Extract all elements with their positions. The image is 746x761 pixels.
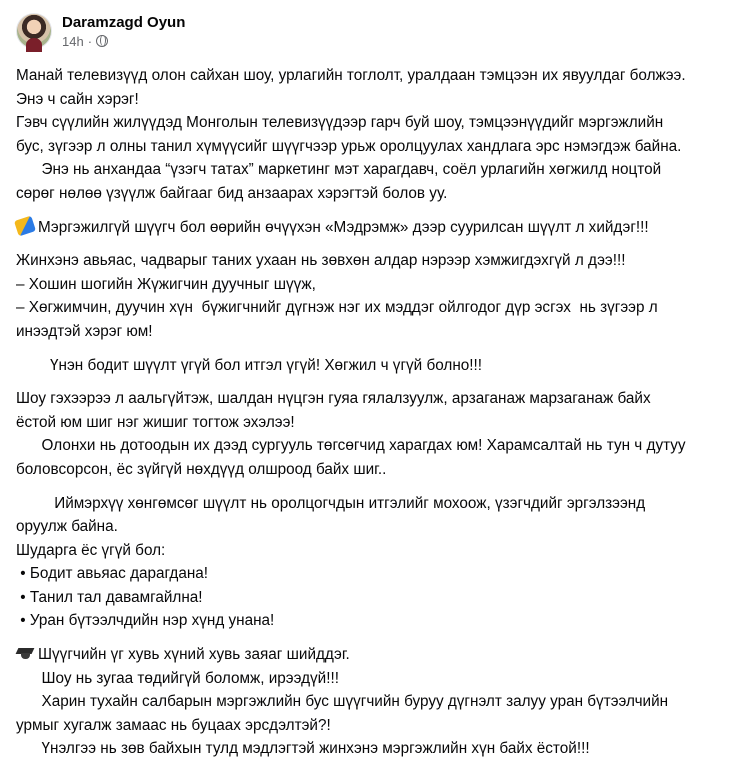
graduation-cap-icon (16, 645, 34, 661)
text-line: Гэвч сүүлийн жилүүдэд Монголын телевизүүдээр гарч буй шоу, тэмцээнүүдийг мэргэжлийн (16, 114, 664, 132)
text-line: урмыг хугалж замаас нь буцаах эрсдэлтэй?! (16, 716, 331, 734)
text-line: Энэ ч сайн хэрэг! (16, 90, 139, 108)
author-name[interactable]: Daramzagd Oyun (62, 13, 186, 31)
text-line: Энэ нь анхандаа “үзэгч татах” маркетинг мэт харагдавч, соёл урлагийн хөгжилд ноцтой (16, 161, 662, 179)
text-line: Шүүгчийн үг хувь хүний хувь заяаг шийддэг. (38, 646, 350, 664)
text-line: Мэргэжилгүй шүүгч бол өөрийн өчүүхэн «Мэдрэмж» дээр суурилсан шүүлт л хийдэг!!! (38, 218, 649, 236)
text-line: Шударга ёс үгүй бол: (16, 541, 166, 559)
meta-separator: · (87, 33, 93, 49)
text-line: боловсорсон, ёс зүйгүй нөхдүүд олшроод байх шиг.. (16, 460, 387, 478)
text-line: Үнэлгээ нь зөв байхын тулд мэдлэгтэй жинхэнэ мэргэжлийн хүн байх ёстой!!! (16, 740, 590, 758)
text-line: Иймэрхүү хөнгөмсөг шүүлт нь оролцогчдын итгэлийг мохоож, үзэгчдийг эргэлзээнд (16, 494, 646, 512)
globe-icon[interactable] (96, 35, 108, 47)
text-line: Олонхи нь дотоодын их дээд сургууль төгсөгчид харагдах юм! Харамсалтай нь тун ч дутуу (16, 437, 686, 455)
text-line: ёстой юм шиг нэг жишиг тогтож эхэлээ! (16, 413, 295, 431)
bullet-item: • Бодит авьяас дарагдана! (16, 565, 209, 583)
text-line-with-emoji (16, 216, 728, 240)
post-subline (62, 33, 185, 50)
balance-scale-icon (14, 215, 36, 236)
text-line: Манай телевизүүд олон сайхан шоу, урлагийн тоглолт, уралдаан тэмцээн их явуулдаг болжээ. (16, 67, 686, 84)
post-meta (62, 13, 185, 50)
post-text (16, 64, 728, 761)
text-line: Жинхэнэ авьяас, чадварыг таних ухаан нь зөвхөн алдар нэрээр хэмжигдэхгүй л дээ!!! (16, 252, 626, 270)
text-line: инээдтэй хэрэг юм! (16, 322, 153, 340)
text-line: Үнэн бодит шүүлт үгүй бол итгэл үгүй! Хөгжил ч үгүй болно!!! (16, 356, 483, 374)
post-timestamp[interactable]: 14h (62, 33, 84, 49)
text-line: сөрөг нөлөө үзүүлж байгааг бид анзаарах хэрэгтэй болов уу. (16, 184, 448, 202)
author-avatar[interactable] (16, 13, 52, 49)
text-line-with-emoji (16, 643, 728, 667)
text-line: Шоу гэхээрээ л аальгүйтэж, шалдан нүцгэн гуяа гялалзуулж, арзаганаж марзаганаж байх (16, 390, 651, 408)
text-line: бус, зүгээр л олны танил хүмүүсийг шүүгчээр урьж оролцуулах хандлага эрс нэмэгдэж байна. (16, 137, 682, 155)
bullet-item: • Уран бүтээлчдийн нэр хүнд унана! (16, 612, 275, 630)
text-line: оруулж байна. (16, 518, 118, 536)
bullet-item: • Танил тал давамгайлна! (16, 588, 203, 606)
text-line: Шоу нь зугаа төдийгүй боломж, ирээдүй!!! (16, 669, 339, 687)
text-line: – Хошин шогийн Жүжигчин дуучныг шүүж, (16, 275, 316, 293)
text-line: Харин тухайн салбарын мэргэжлийн бус шүүгчийн буруу дүгнэлт залуу уран бүтээлчийн (16, 693, 669, 711)
text-line: – Хөгжимчин, дуучин хүн бүжигчнийг дүгнэж нэг их мэддэг ойлгодог дүр эсгэх нь зүгээр л (16, 299, 658, 317)
post-header (16, 10, 185, 52)
